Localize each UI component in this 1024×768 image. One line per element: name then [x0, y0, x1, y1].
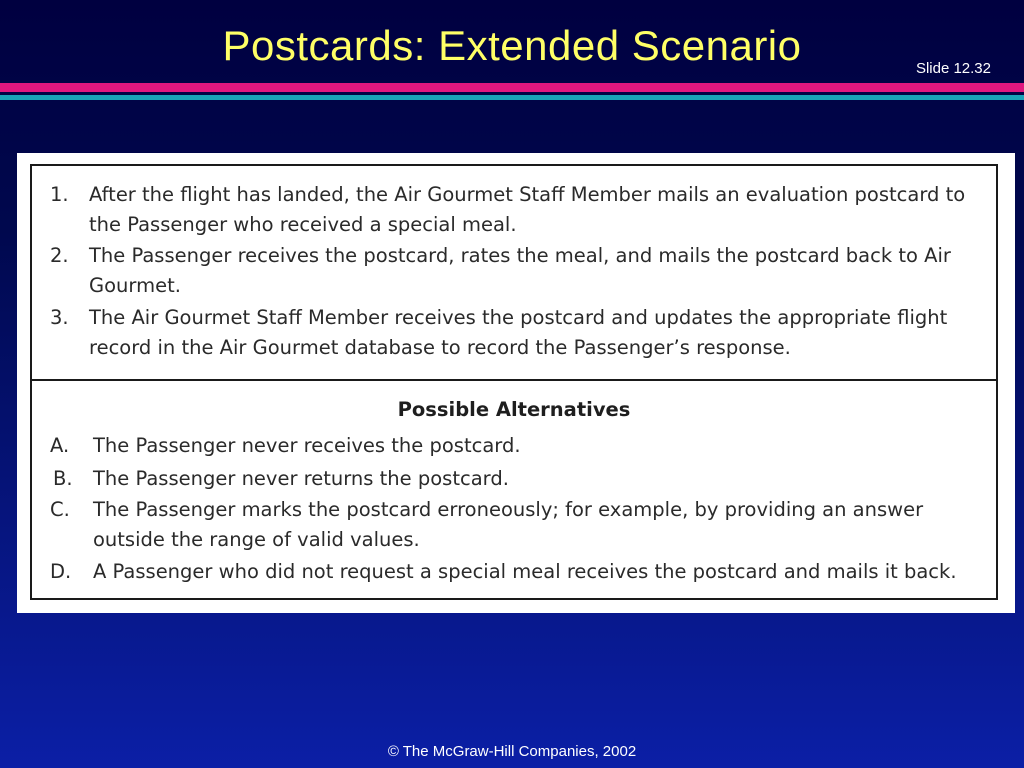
scenario-table: [30, 164, 998, 600]
step-number: 3.: [50, 306, 69, 329]
slide-number: Slide 12.32: [915, 60, 991, 77]
title-divider-teal: [0, 95, 1024, 100]
alternative-letter: C.: [50, 498, 70, 521]
slide-title: Postcards: Extended Scenario: [222, 22, 802, 69]
alternative-text: The Passenger never returns the postcard.: [93, 467, 509, 490]
step-text: After the flight has landed, the Air Gourmet Staff Member mails an evaluation postcard to the Passenger who received a special meal.: [89, 183, 966, 236]
alternative-letter: B.: [53, 467, 73, 490]
step-text: The Passenger receives the postcard, rates the meal, and mails the postcard back to Air Gourmet.: [89, 244, 951, 297]
alternative-letter: D.: [50, 560, 72, 583]
scenario-figure: [17, 153, 1015, 613]
copyright-footer: © The McGraw-Hill Companies, 2002: [387, 743, 637, 760]
title-divider-magenta: [0, 83, 1024, 92]
step-text: The Air Gourmet Staff Member receives the postcard and updates the appropriate flight record in the Air Gourmet database to record the Passenger’s response.: [89, 306, 948, 359]
alternative-letter: A.: [50, 434, 70, 457]
scenario-steps: [32, 166, 996, 381]
step-number: 2.: [50, 244, 69, 267]
alternative-text: The Passenger never receives the postcard.: [93, 434, 521, 457]
step-number: 1.: [50, 183, 69, 206]
possible-alternatives: [32, 381, 996, 598]
alternative-text: The Passenger marks the postcard erroneously; for example, by providing an answer outside the range of valid values.: [93, 498, 924, 551]
alternative-text: A Passenger who did not request a special meal receives the postcard and mails it back.: [93, 560, 957, 583]
alternatives-heading: Possible Alternatives: [397, 398, 631, 421]
